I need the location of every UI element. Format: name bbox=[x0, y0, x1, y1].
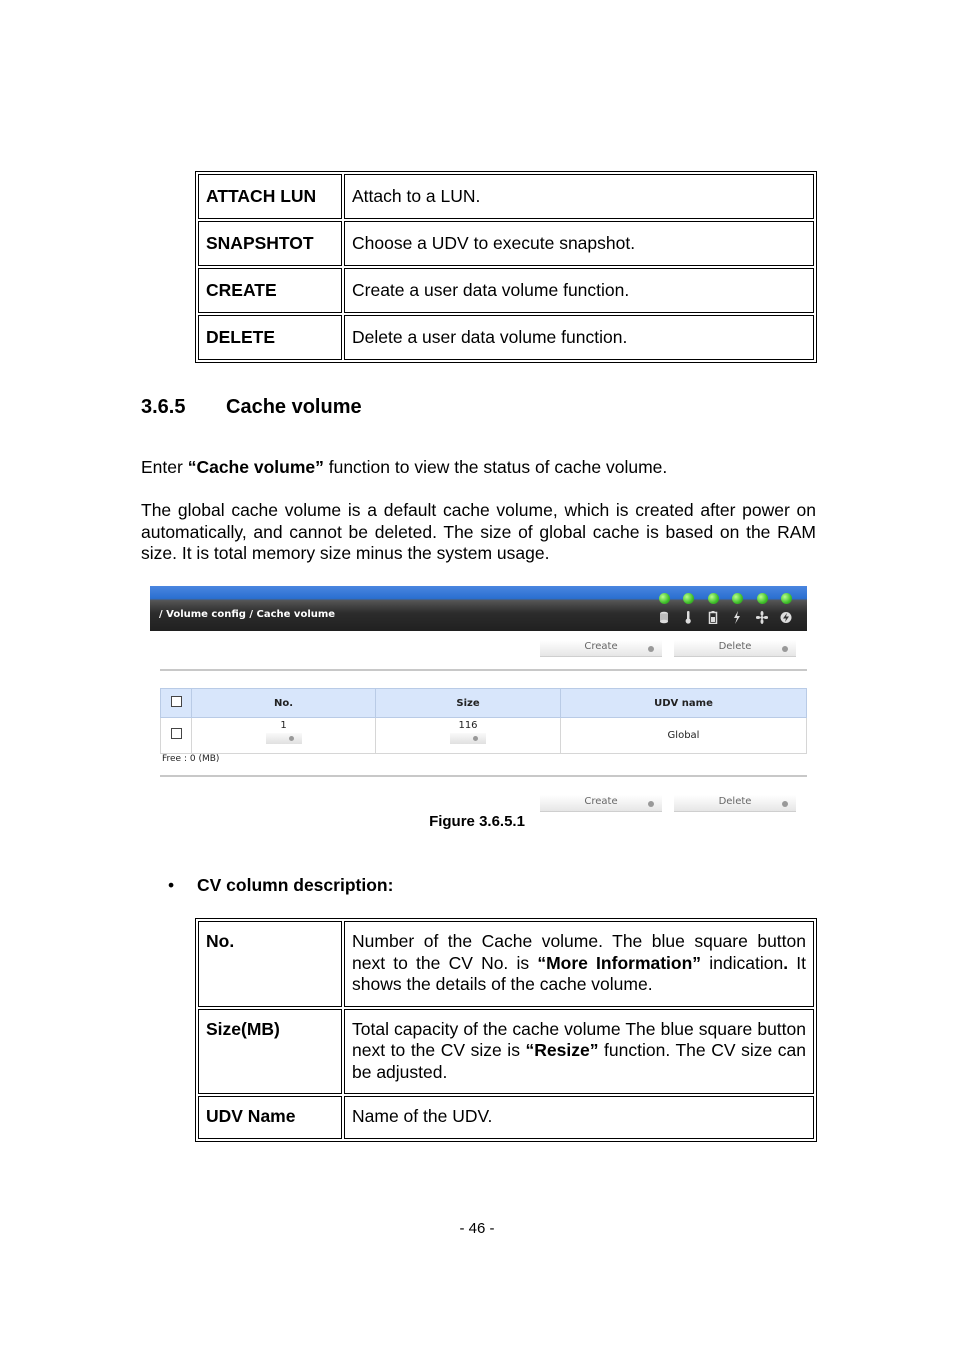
desc-cell bbox=[344, 1009, 814, 1095]
bullet-heading bbox=[168, 875, 393, 896]
table-row bbox=[198, 268, 814, 313]
size-cell bbox=[376, 718, 561, 754]
delete-button-label: Delete bbox=[718, 641, 752, 652]
term-cell: SNAPSHTOT bbox=[198, 221, 342, 266]
dot-icon bbox=[782, 801, 788, 807]
term-cell: CREATE bbox=[198, 268, 342, 313]
desc-cell bbox=[344, 921, 814, 1007]
desc-bold: “Resize” bbox=[525, 1040, 599, 1060]
delete-button-label: Delete bbox=[718, 796, 752, 807]
voltage-icon[interactable] bbox=[731, 611, 743, 625]
desc-cell: Choose a UDV to execute snapshot. bbox=[344, 221, 814, 266]
intro-paragraph bbox=[141, 457, 816, 479]
select-all-checkbox[interactable] bbox=[171, 696, 182, 707]
header-bar bbox=[150, 586, 807, 631]
desc-cell: Name of the UDV. bbox=[344, 1096, 814, 1139]
desc-cell: Attach to a LUN. bbox=[344, 174, 814, 219]
table-row bbox=[198, 221, 814, 266]
row-checkbox[interactable] bbox=[171, 728, 182, 739]
intro-prefix: Enter bbox=[141, 457, 188, 477]
cache-volume-table bbox=[160, 688, 807, 754]
column-header[interactable]: Size bbox=[376, 689, 561, 718]
create-button-label: Create bbox=[584, 796, 618, 807]
term-cell: No. bbox=[198, 921, 342, 1007]
section-heading bbox=[141, 396, 362, 419]
table-row bbox=[198, 1009, 814, 1095]
section-title: Cache volume bbox=[226, 396, 362, 418]
table-row bbox=[161, 718, 807, 754]
term-cell: DELETE bbox=[198, 315, 342, 360]
power-icon[interactable] bbox=[780, 611, 792, 625]
delete-button-bottom[interactable] bbox=[674, 795, 796, 812]
udv-name-cell: Global bbox=[561, 718, 807, 754]
bullet-icon: • bbox=[168, 875, 175, 895]
column-header[interactable]: UDV name bbox=[561, 689, 807, 718]
row-select-cell bbox=[161, 718, 192, 754]
desc-cell: Delete a user data volume function. bbox=[344, 315, 814, 360]
status-light bbox=[659, 593, 670, 604]
status-light bbox=[781, 593, 792, 604]
table-row bbox=[198, 315, 814, 360]
dot-icon bbox=[289, 736, 294, 741]
table-row bbox=[198, 921, 814, 1007]
cache-volume-screenshot bbox=[150, 586, 807, 816]
table-row bbox=[198, 1096, 814, 1139]
create-button-bottom[interactable] bbox=[540, 795, 662, 812]
intro-suffix: function to view the status of cache volume. bbox=[323, 457, 668, 477]
divider bbox=[160, 669, 807, 671]
section-number: 3.6.5 bbox=[141, 396, 186, 418]
thermometer-icon[interactable] bbox=[682, 611, 694, 625]
fan-icon[interactable] bbox=[756, 611, 768, 625]
create-button-label: Create bbox=[584, 641, 618, 652]
select-all-cell bbox=[161, 689, 192, 718]
cv-description-table bbox=[195, 918, 817, 1142]
desc-cell: Create a user data volume function. bbox=[344, 268, 814, 313]
dot-icon bbox=[782, 646, 788, 652]
breadcrumb: / Volume config / Cache volume bbox=[159, 609, 336, 620]
desc-text: function. The CV size can be adjusted. bbox=[352, 1040, 806, 1082]
header-row bbox=[161, 689, 807, 718]
column-header[interactable]: No. bbox=[192, 689, 376, 718]
command-table bbox=[195, 171, 817, 363]
more-information-button[interactable] bbox=[266, 733, 302, 744]
status-light bbox=[708, 593, 719, 604]
bullet-text: CV column description: bbox=[197, 875, 394, 895]
cv-size: 116 bbox=[458, 720, 478, 731]
table-row bbox=[198, 174, 814, 219]
figure-caption: Figure 3.6.5.1 bbox=[429, 813, 525, 830]
database-icon[interactable] bbox=[658, 611, 670, 625]
desc-text: It shows the details of the cache volume. bbox=[352, 952, 806, 994]
battery-icon[interactable] bbox=[707, 611, 719, 625]
desc-bold: . bbox=[783, 952, 789, 973]
description-paragraph: The global cache volume is a default cache volume, which is created after power on automatically, and cannot be deleted. The size of global cache is based on the RAM size. It is total memory size minus the system usage. bbox=[141, 500, 816, 563]
divider bbox=[160, 775, 807, 777]
create-button[interactable] bbox=[540, 640, 662, 657]
intro-bold: “Cache volume” bbox=[187, 457, 324, 477]
desc-text: indication bbox=[701, 952, 784, 973]
free-capacity: Free : 0 (MB) bbox=[162, 754, 220, 764]
page-number: - 46 - bbox=[459, 1220, 495, 1237]
term-cell: ATTACH LUN bbox=[198, 174, 342, 219]
no-cell bbox=[192, 718, 376, 754]
status-light bbox=[732, 593, 743, 604]
status-light bbox=[757, 593, 768, 604]
desc-text: Number of the Cache volume. The blue square button next to the CV No. is bbox=[352, 931, 806, 973]
desc-bold: “More Information” bbox=[537, 952, 702, 973]
delete-button[interactable] bbox=[674, 640, 796, 657]
dot-icon bbox=[648, 801, 654, 807]
dot-icon bbox=[648, 646, 654, 652]
cv-number: 1 bbox=[280, 720, 287, 731]
dot-icon bbox=[473, 736, 478, 741]
desc-text: Total capacity of the cache volume The blue square button next to the CV size is bbox=[352, 1018, 806, 1060]
resize-button[interactable] bbox=[450, 733, 486, 744]
term-cell: Size(MB) bbox=[198, 1009, 342, 1095]
term-cell: UDV Name bbox=[198, 1096, 342, 1139]
status-light bbox=[683, 593, 694, 604]
